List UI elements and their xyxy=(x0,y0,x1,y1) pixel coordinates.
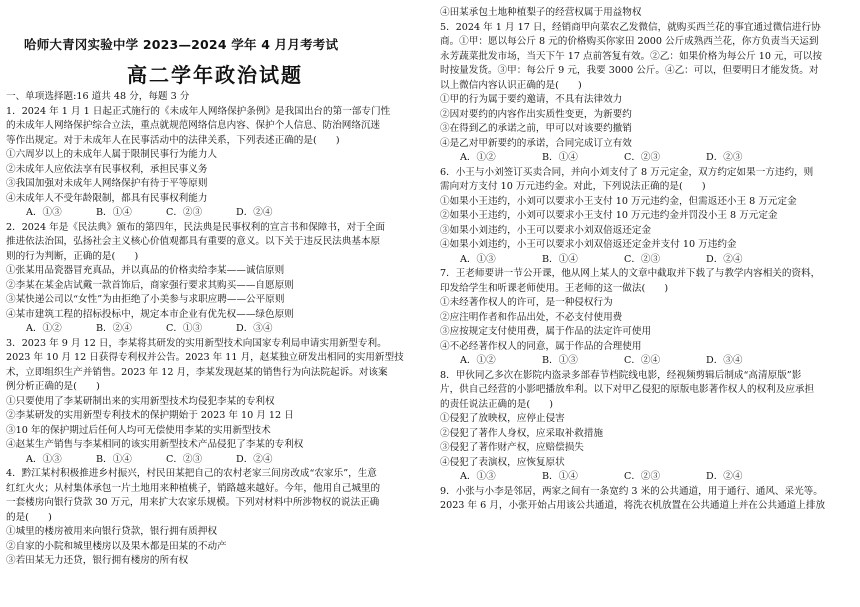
question-7-line: 7．王老师要讲一节公开课，他从网上某人的文章中截取并下载了与教学内容相关的资料， xyxy=(440,268,821,279)
question-1-item: ①六周岁以上的未成年人属于限制民事行为能力人 xyxy=(6,149,218,160)
question-6-item: ①如果小王违约，小刘可以要求小王支付 10 万元违约金，但需返还小王 8 万元定金 xyxy=(440,195,797,207)
option-a: A．①② xyxy=(460,152,496,163)
question-5-item: ①甲的行为属于要约邀请，不具有法律效力 xyxy=(440,94,623,105)
question-2-line: 则的行为判断，正确的是( ) xyxy=(6,250,139,262)
option-c: C．①③ xyxy=(166,323,203,334)
question-7-item: ①未经著作权人的许可，是一种侵权行为 xyxy=(440,297,613,308)
option-b: B．①④ xyxy=(542,471,578,482)
option-c: C．②③ xyxy=(624,471,661,482)
question-5-item: ②因对要约的内容作出实质性变更，为新要约 xyxy=(440,108,632,120)
option-d: D．③④ xyxy=(236,323,273,334)
question-8-line: 8．甲伙同乙多次在影院内盗录多部春节档院线电影，经视频剪辑后制成“高清原版”影 xyxy=(440,369,802,381)
question-3-item: ④赵某生产销售与李某相同的该实用新型技术产品侵犯了李某的专利权 xyxy=(6,439,304,450)
question-1-item: ④未成年人不受年龄限制，都具有民事权利能力 xyxy=(6,192,208,204)
option-b: B．②④ xyxy=(96,323,132,334)
option-c: C．②③ xyxy=(624,152,661,163)
question-6-item: ②如果小王违约，小刘可以要求小王支付 10 万元违约金并罚没小王 8 万元定金 xyxy=(440,210,778,221)
question-1-item: ②未成年人应依法享有民事权利，承担民事义务 xyxy=(6,163,208,175)
option-c: C．②③ xyxy=(166,453,203,465)
question-5-line: 商。①甲：愿以每公斤 8 元的价格购买你家田 2000 公斤成熟西兰花，你方负责当天运到 xyxy=(440,36,819,47)
question-2-item: ②李某在某金店试戴一款首饰后，商家强行要求其购买——自愿原则 xyxy=(6,279,294,291)
question-5-line: 以上微信内容认识正确的是( ) xyxy=(440,79,582,91)
option-d: D．②④ xyxy=(236,207,273,218)
option-b: B．①④ xyxy=(542,253,578,265)
question-3-item: ③10 年的保护期过后任何人均可无偿使用李某的实用新型技术 xyxy=(6,424,271,436)
question-8-options xyxy=(440,470,858,485)
question-8-item: ①侵犯了放映权，应停止侵害 xyxy=(440,413,565,424)
question-2-item: ③某快递公司以“女性”为由拒绝了小美参与求职应聘——公平原则 xyxy=(6,294,285,305)
option-d: D．②④ xyxy=(236,453,273,465)
option-a: A．①② xyxy=(460,355,496,366)
option-d: D．③④ xyxy=(706,355,743,366)
option-a: A．①③ xyxy=(26,453,62,465)
question-7-item: ③应按规定支付使用费，属于作品的法定许可使用 xyxy=(440,326,652,337)
question-4-item: ②自家的小院和城里楼房以及果木都是田某的不动产 xyxy=(6,540,227,552)
option-c: C．②④ xyxy=(624,355,661,366)
question-6-line: 6．小王与小刘签订买卖合同，并向小刘支付了 8 万元定金，双方约定如果一方违约，则 xyxy=(440,166,814,178)
question-6-line: 需向对方支付 10 万元违约金。对此，下列说法正确的是( ) xyxy=(440,181,706,192)
question-9-line: 9．小张与小李是邻居，两家之间有一条宽约 3 米的公共通道，用于通行、通风、采光等。 xyxy=(440,485,823,497)
right-column xyxy=(440,6,858,514)
option-b: B．①④ xyxy=(96,207,132,218)
school-header: 哈师大青冈实验中学 2023—2024 学年 4 月月考考试 xyxy=(24,37,339,52)
question-8-item: ②侵犯了著作人身权，应采取补救措施 xyxy=(440,427,604,439)
question-6-item: ③如果小刘违约，小王可以要求小刘双倍返还定金 xyxy=(440,224,652,236)
option-a: A．①③ xyxy=(460,253,496,265)
question-5-line: 永芳蔬菜批发市场，当天下午 17 点前答复有效。②乙：如果价格为每公斤 10 元，可以按 xyxy=(440,50,822,62)
question-6-options xyxy=(440,253,858,268)
question-4-line: 一套楼房向银行贷款 30 万元，用来扩大农家乐规模。下列对材料中所涉物权的说法正确 xyxy=(6,497,380,508)
question-7-item: ②应注明作者和作品出处，不必支付使用费 xyxy=(440,311,623,323)
question-4-line: 的是( ) xyxy=(6,511,52,523)
question-2-line: 推进依法治国，弘扬社会主义核心价值观都具有重要的意义。以下关于违反民法典基本原 xyxy=(6,236,381,247)
question-1-line: 1．2024 年 1 月 1 日起正式施行的《未成年人网络保护条例》是我国出台的第一部专门性 xyxy=(6,105,391,117)
question-3-line: 3．2023 年 9 月 12 日，李某将其研发的实用新型技术向国家专利局申请实用新型专利。 xyxy=(6,337,387,349)
question-2-options xyxy=(6,322,424,337)
option-a: A．①③ xyxy=(26,207,62,218)
question-4-line: 红红火火；从村集体承包一片土地用来种植桃子，销路越来越好。今年，他用自己城里的 xyxy=(6,482,381,494)
question-3-options xyxy=(6,453,424,468)
question-4-item: ④田某承包土地种植梨子的经营权属于用益物权 xyxy=(440,7,642,18)
question-1-item: ③我国加强对未成年人网络保护有待于平等原则 xyxy=(6,178,208,189)
question-7-options xyxy=(440,354,858,369)
question-5-item: ③在得到乙的承诺之前，甲可以对该要约撤销 xyxy=(440,123,632,134)
option-a: A．①③ xyxy=(460,471,496,482)
question-3-line: 术，立即组织生产并销售。2023 年 12 月，李某发现赵某的销售行为向法院起诉。对该案 xyxy=(6,366,388,378)
option-d: D．②④ xyxy=(706,471,743,482)
question-5-item: ④是乙对甲新要约的承诺，合同完成订立有效 xyxy=(440,137,632,149)
question-5-options xyxy=(440,151,858,166)
option-b: B．①③ xyxy=(542,355,578,366)
question-8-line: 片，供自己经营的小影吧播放牟利。以下对甲乙侵犯的原版电影著作权人的权利及应承担 xyxy=(440,384,815,395)
question-2-item: ①张某用品瓷器冒充真品，并以真品的价格卖给李某——诚信原则 xyxy=(6,265,285,276)
option-a: A．①② xyxy=(26,323,62,334)
question-9-line: 2023 年 6 月，小张开始占用该公共通道，将洗衣机放置在公共通道上并在公共通道上排放 xyxy=(440,500,826,511)
question-3-line: 2023 年 10 月 12 日获得专利权并公告。2023 年 11 月，赵某独立研发出相同的实用新型技 xyxy=(6,352,404,363)
option-b: B．①④ xyxy=(542,152,578,163)
option-d: D．②③ xyxy=(706,152,743,163)
question-8-line: 的责任说法正确的是( ) xyxy=(440,398,554,410)
question-5-line: 5．2024 年 1 月 17 日，经销商甲向菜农乙发微信，就购买西兰花的事宜通过微信进行协 xyxy=(440,21,821,33)
question-8-item: ③侵犯了著作财产权，应赔偿损失 xyxy=(440,442,584,453)
question-7-item: ④不必经著作权人的同意，属于作品的合理使用 xyxy=(440,340,642,352)
question-3-item: ②李某研发的实用新型专利技术的保护期始于 2023 年 10 月 12 日 xyxy=(6,410,294,421)
option-b: B．①④ xyxy=(96,453,132,465)
question-4-item: ③若田某无力还贷，银行拥有楼房的所有权 xyxy=(6,555,189,566)
question-2-item: ④某市建筑工程的招标投标中，规定本市企业有优先权——绿色原则 xyxy=(6,308,294,320)
question-4-item: ①城里的楼房被用来向银行贷款，银行拥有质押权 xyxy=(6,526,218,537)
question-8-item: ④侵犯了表演权，应恢复原状 xyxy=(440,456,565,468)
page-title: 高二学年政治试题 xyxy=(127,63,303,87)
question-1-line: 的未成年人网络保护综合立法，重点就规范网络信息内容、保护个人信息、防治网络沉迷 xyxy=(6,120,381,131)
question-7-line: 印发给学生和听课老师使用。王老师的这一做法( ) xyxy=(440,282,669,294)
question-3-line: 例分析正确的是( ) xyxy=(6,381,100,392)
question-1-options xyxy=(6,206,424,221)
left-column xyxy=(6,0,424,569)
option-c: C．②③ xyxy=(166,207,203,218)
question-5-line: 时按量发货。③甲：每公斤 9 元，我要 3000 公斤。④乙：可以，但要明日才能发货。对 xyxy=(440,65,819,76)
question-1-line: 等作出规定。对于未成年人在民事活动中的法律关系，下列表述正确的是( ) xyxy=(6,134,340,146)
option-d: D．②④ xyxy=(706,253,743,265)
option-c: C．②③ xyxy=(624,253,661,265)
question-6-item: ④如果小刘违约，小王可以要求小刘双倍返还定金并支付 10 万违约金 xyxy=(440,239,737,250)
question-4-line: 4．黔江某村积极推进乡村振兴，村民田某把自己的农村老家三间房改成“农家乐”，生意 xyxy=(6,468,377,479)
question-2-line: 2．2024 年是《民法典》颁布的第四年，民法典是民事权利的宣言书和保障书，对于全面 xyxy=(6,221,385,233)
question-3-item: ①只要使用了李某研制出来的实用新型技术均侵犯李某的专利权 xyxy=(6,395,275,407)
section-heading: 一、单项选择题:16 道共 48 分，每题 3 分 xyxy=(6,91,190,102)
